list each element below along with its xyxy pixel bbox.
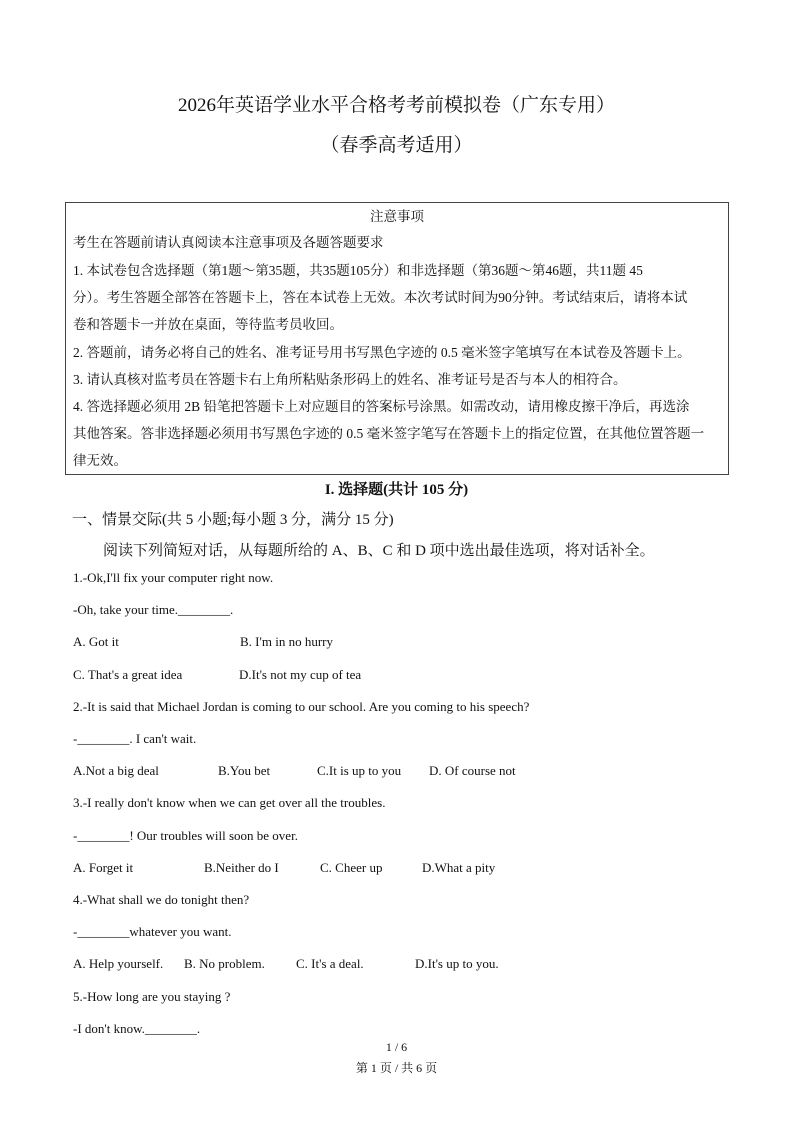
option: B. No problem. [184,956,265,971]
option: B.You bet [218,763,271,778]
question-line: 5.-How long are you staying ? [73,989,231,1004]
notice-line: 1. 本试卷包含选择题（第1题～第35题，共35题105分）和非选择题（第36题～第46题，共11题 45 [73,263,643,278]
question-line: 1.-Ok,I'll fix your computer right now. [73,570,274,585]
question-line: -Oh, take your time.________. [73,602,234,617]
question-line: -________. I can't wait. [73,731,197,746]
option: D.It's up to you. [415,956,499,971]
option: C. Cheer up [320,860,383,875]
option: A.Not a big deal [73,763,159,778]
notice-line: 卷和答题卡一并放在桌面，等待监考员收回。 [73,317,343,332]
question-line: -I don't know.________. [73,1021,201,1036]
option: C. It's a deal. [296,956,364,971]
option: B.Neither do I [204,860,279,875]
notice-box [65,202,729,475]
document-title: 2026年英语学业水平合格考考前模拟卷（广东专用） [177,95,615,116]
option: B. I'm in no hurry [240,634,333,649]
instruction: 阅读下列简短对话，从每题所给的 A、B、C 和 D 项中选出最佳选项，将对话补全。 [103,543,655,559]
question-line: 3.-I really don't know when we can get over all the troubles. [73,795,386,810]
page-number: 1 / 6 [385,1040,408,1054]
option: A. Got it [73,634,119,649]
option: D. Of course not [429,763,516,778]
notice-line: 3. 请认真核对监考员在答题卡右上角所粘贴条形码上的姓名、准考证号是否与本人的相符合。 [73,372,627,387]
notice-line: 其他答案。答非选择题必须用书写黑色字迹的 0.5 毫米签字笔写在答题卡上的指定位置，在其他位置答题一 [73,426,705,441]
page-number-cn: 第 1 页 / 共 6 页 [355,1061,438,1075]
option: C.It is up to you [317,763,402,778]
notice-heading: 注意事项 [370,209,424,224]
option: A. Forget it [73,860,134,875]
option: A. Help yourself. [73,956,164,971]
question-line: -________whatever you want. [73,924,232,939]
notice-line: 律无效。 [73,453,127,468]
question-line: -________! Our troubles will soon be over. [73,828,298,843]
option: D.What a pity [422,860,496,875]
notice-line: 4. 答选择题必须用 2B 铅笔把答题卡上对应题目的答案标号涂黑。如需改动，请用橡皮擦干净后，再选涂 [73,399,690,414]
part-heading: 一、情景交际(共 5 小题;每小题 3 分，满分 15 分) [72,512,394,528]
question-line: 4.-What shall we do tonight then? [73,892,250,907]
notice-line: 考生在答题前请认真阅读本注意事项及各题答题要求 [73,235,384,250]
notice-line: 分）。考生答题全部答在答题卡上，答在本试卷上无效。本次考试时间为90分钟。考试结束后，请将本试 [73,290,688,305]
question-line: 2.-It is said that Michael Jordan is coming to our school. Are you coming to his speech? [73,699,530,714]
section-heading: I. 选择题(共计 105 分) [324,482,469,498]
document-subtitle: （春季高考适用） [320,135,473,156]
option: C. That's a great idea [73,667,183,682]
option: D.It's not my cup of tea [239,667,362,682]
notice-line: 2. 答题前，请务必将自己的姓名、准考证号用书写黑色字迹的 0.5 毫米签字笔填写在本试卷及答题卡上。 [73,345,691,360]
